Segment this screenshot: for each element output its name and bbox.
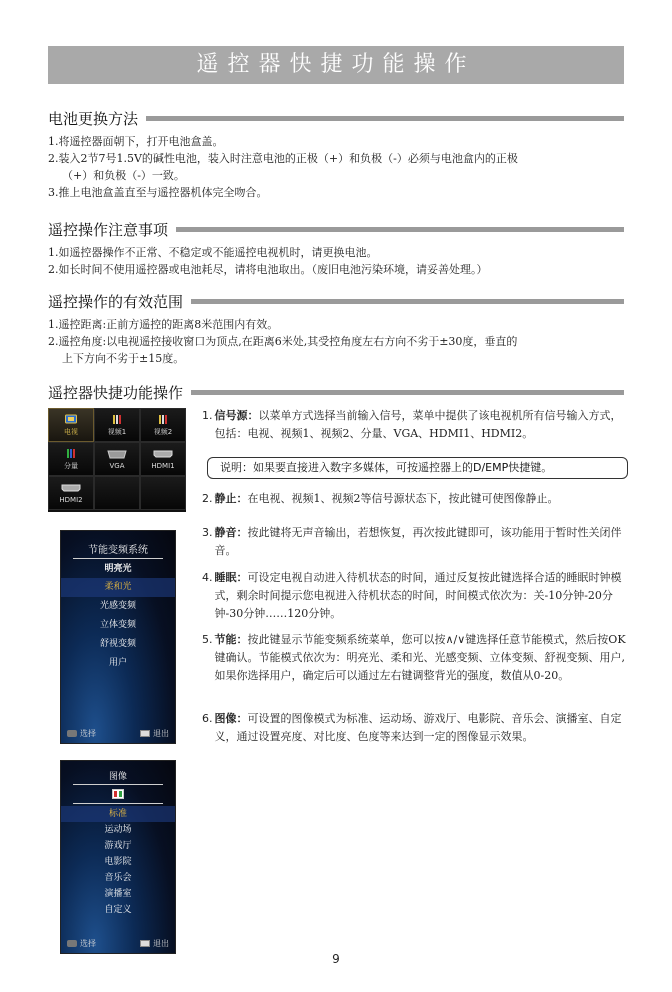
text-line: 2.装入2节7号1.5V的碱性电池，装入时注意电池的正极（+）和负极（-）必须与电池盒内的正极 [48,152,518,165]
source-label: 电视 [64,428,78,436]
menu-item-selected[interactable]: 标准 [61,806,175,822]
shortcut-item-energy: 5. 节能：按此键显示节能变频系统菜单，您可以按∧/∨键选择任意节能模式，然后按OK键确认。节能模式依次为：明亮光、柔和光、光感变频、立体变频、舒视变频、用户,如果你选择用户，确定后可以通过左右键调整背光的强度，数值从0-20。 [202,633,626,682]
menu-item[interactable]: 自定义 [104,905,132,915]
source-label: HDMI1 [151,462,175,470]
menu-item[interactable]: 立体变频 [99,620,136,630]
section-shortcuts-header [48,381,624,403]
menu-divider [73,784,163,785]
source-video2[interactable] [140,408,186,442]
menu-item[interactable]: 运动场 [104,825,132,835]
menu-footer [67,728,169,739]
section-rule [191,299,624,304]
note-box: 说明：如果要直接进入数字多媒体，可按遥控器上的D/EMP快捷键。 [207,457,628,479]
select-key-icon [67,730,77,737]
shortcut-item-source: 1. 信号源：以菜单方式选择当前输入信号，菜单中提供了该电视机所有信号输入方式，包括：电视、视频1、视频2、分量、VGA、HDMI1、HDMI2。 [202,409,622,440]
text-line: （+）和负极（-）一致。 [62,169,185,182]
menu-item[interactable]: 用户 [108,658,127,668]
text-line: 上下方向不劣于±15度。 [62,352,185,365]
menu-item-selected[interactable]: 柔和光 [61,578,175,597]
battery-text [48,133,626,201]
text-line: 1.将遥控器面朝下，打开电池盒盖。 [48,135,224,148]
page-banner: 遥控器快捷功能操作 [48,46,624,84]
section-rule [176,227,624,232]
menu-title: 图像 [108,772,127,782]
shortcut-item-freeze: 2. 静止：在电视、视频1、视频2等信号源状态下，按此键可使图像静止。 [202,492,559,505]
menu-item[interactable]: 演播室 [104,889,132,899]
hdmi-port-icon [61,482,81,494]
item-label: 图像： [214,712,248,725]
page-number: 9 [332,952,340,966]
source-label: 分量 [64,462,78,470]
range-text [48,316,626,367]
item-label: 静止： [214,492,248,505]
item-text: 可设置的图像模式为标准、运动场、游戏厅、电影院、音乐会、演播室、自定义，通过设置亮度、对比度、色度等来达到一定的图像显示效果。 [214,712,622,743]
text-line: 2.如长时间不使用遥控器或电池耗尽，请将电池取出。（废旧电池污染环境，请妥善处理。） [48,263,488,276]
footer-exit: 退出 [140,728,169,739]
menu-title: 节能变频系统 [88,545,148,556]
shortcut-item-sleep: 4. 睡眠：可设定电视自动进入待机状态的时间，通过反复按此键选择合适的睡眠时钟模式，剩余时间提示您电视进入待机状态的时间，时间模式依次为：关-10分钟-20分钟-30分钟……120分钟。 [202,571,622,620]
text-line: 1.遥控距离:正前方遥控的距离8米范围内有效。 [48,318,279,331]
shortcut-item-mute: 3. 静音：按此键将无声音输出，若想恢复，再次按此键即可，该功能用于暂时性关闭伴音。 [202,526,622,557]
footer-select: 选择 [67,938,96,949]
footer-select: 选择 [67,728,96,739]
item-text: 在电视、视频1、视频2等信号源状态下，按此键可使图像静止。 [247,492,559,505]
energy-menu [60,530,176,744]
text-line: 1.如遥控器操作不正常、不稳定或不能遥控电视机时，请更换电池。 [48,246,378,259]
menu-footer [67,938,169,949]
section-title: 遥控操作注意事项 [48,220,169,239]
source-empty [94,476,140,510]
section-notes-header [48,218,624,240]
item-text: 按此键将无声音输出，若想恢复，再次按此键即可，该功能用于暂时性关闭伴音。 [214,526,622,557]
item-text: 以菜单方式选择当前输入信号，菜单中提供了该电视机所有信号输入方式，包括：电视、视频1、视频2、分量、VGA、HDMI1、HDMI2。 [214,409,622,440]
section-rule [191,390,624,395]
exit-key-icon [140,730,150,737]
image-menu [60,760,176,954]
source-label: HDMI2 [59,496,83,504]
footer-exit: 退出 [140,938,169,949]
item-text: 可设定电视自动进入待机状态的时间，通过反复按此键选择合适的睡眠时钟模式，剩余时间提示您电视进入待机状态的时间，时间模式依次为：关-10分钟-20分钟-30分钟……120分钟。 [214,571,622,620]
menu-item[interactable]: 游戏厅 [104,841,132,851]
source-empty [140,476,186,510]
source-component[interactable] [48,442,94,476]
section-title: 电池更换方法 [48,109,139,128]
item-label: 信号源： [214,409,259,422]
section-battery-header [48,107,624,129]
notes-text [48,244,626,278]
source-hdmi1[interactable] [140,442,186,476]
menu-divider [73,558,163,559]
item-label: 睡眠： [214,571,248,584]
hdmi-port-icon [153,448,173,460]
text-line: 3.推上电池盒盖直至与遥控器机体完全吻合。 [48,186,268,199]
picture-icon [61,787,175,801]
source-vga[interactable] [94,442,140,476]
item-text: 按此键显示节能变频系统菜单，您可以按∧/∨键选择任意节能模式，然后按OK键确认。节能模式依次为：明亮光、柔和光、光感变频、立体变频、舒视变频、用户,如果你选择用户，确定后可以通过左右键调整背光的强度，数值从0-20。 [214,633,626,682]
menu-divider [73,803,163,804]
item-label: 节能： [214,633,248,646]
menu-item[interactable]: 舒视变频 [99,639,136,649]
menu-item[interactable]: 音乐会 [104,873,132,883]
section-title: 遥控操作的有效范围 [48,292,184,311]
tv-icon [65,413,77,425]
shortcut-item-picture: 6. 图像：可设置的图像模式为标准、运动场、游戏厅、电影院、音乐会、演播室、自定义，通过设置亮度、对比度、色度等来达到一定的图像显示效果。 [202,712,622,743]
section-range-header [48,290,624,312]
section-rule [146,116,624,121]
menu-item[interactable]: 明亮光 [104,564,132,574]
select-key-icon [67,940,77,947]
source-video1[interactable] [94,408,140,442]
exit-key-icon [140,940,150,947]
source-menu [48,408,186,512]
component-jack-icon [67,447,76,459]
source-hdmi2[interactable] [48,476,94,510]
source-label: 视频1 [107,428,127,436]
av-jack-icon [113,413,122,425]
source-label: VGA [109,462,125,470]
source-label: 视频2 [153,428,173,436]
vga-port-icon [107,448,127,460]
text-line: 2.遥控角度:以电视遥控接收窗口为顶点,在距离6米处,其受控角度左右方向不劣于±30度，垂直的 [48,335,518,348]
menu-item[interactable]: 电影院 [104,857,132,867]
menu-item[interactable]: 光感变频 [99,601,136,611]
section-title: 遥控器快捷功能操作 [48,383,184,402]
source-tv[interactable] [48,408,94,442]
av-jack-icon [159,413,168,425]
item-label: 静音： [214,526,248,539]
